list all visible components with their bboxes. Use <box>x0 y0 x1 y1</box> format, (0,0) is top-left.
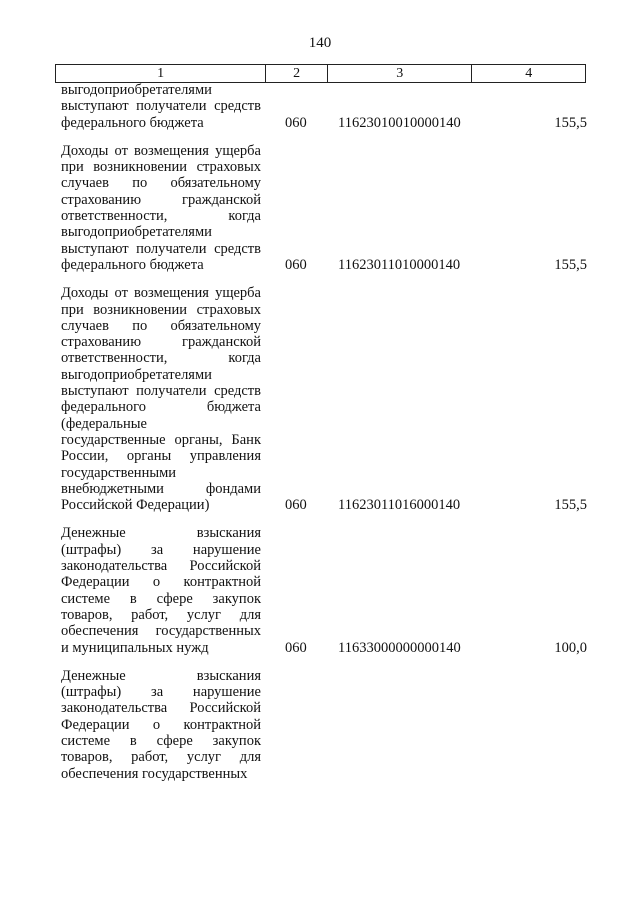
description-line: законодательства Российской <box>61 700 261 717</box>
description-line: товаров, работ, услуг для <box>61 606 261 623</box>
row-amount: 155,5 <box>554 256 587 273</box>
table-body <box>0 82 640 782</box>
header-col-1: 1 <box>56 65 266 82</box>
row-amount: 155,5 <box>554 114 587 131</box>
table-row <box>0 82 640 131</box>
description-line: обеспечения государственных <box>61 623 261 640</box>
row-description <box>61 82 261 131</box>
description-line: Российской Федерации) <box>61 497 210 514</box>
row-admin-code: 060 <box>285 114 307 131</box>
description-line: Федерации о контрактной <box>61 716 261 733</box>
description-line: Денежные взыскания <box>61 667 261 684</box>
description-line: федерального бюджета <box>61 399 261 416</box>
row-budget-code: 11623011016000140 <box>338 497 461 514</box>
description-line: выгодоприобретателями <box>61 366 212 383</box>
description-line: выступают получатели средств <box>61 240 261 257</box>
description-line: и муниципальных нужд <box>61 639 209 656</box>
row-description <box>61 285 261 513</box>
description-line: системе в сфере закупок <box>61 590 261 607</box>
description-line: федерального бюджета <box>61 114 204 131</box>
row-admin-code: 060 <box>285 497 307 514</box>
description-line: государственные органы, Банк <box>61 431 261 448</box>
description-line: Федерации о контрактной <box>61 574 261 591</box>
header-col-4: 4 <box>525 66 533 81</box>
description-line: выгодоприобретателями <box>61 82 212 98</box>
description-line: ответственности, когда <box>61 208 261 225</box>
description-line: государственными <box>61 464 177 481</box>
description-line: России, органы управления <box>61 448 261 465</box>
row-budget-code: 11633000000000140 <box>338 639 461 656</box>
description-line: (штрафы) за нарушение <box>61 541 261 558</box>
description-line: внебюджетными фондами <box>61 480 261 497</box>
description-line: Доходы от возмещения ущерба <box>61 142 261 159</box>
description-line: случаев по обязательному <box>61 175 261 192</box>
description-line: товаров, работ, услуг для <box>61 749 261 766</box>
description-line: выступают получатели средств <box>61 383 261 400</box>
page-number: 140 <box>308 35 332 51</box>
description-line: при возникновении страховых <box>61 301 261 318</box>
row-admin-code: 060 <box>285 256 307 273</box>
table-row <box>0 143 640 273</box>
description-line: федерального бюджета <box>61 256 204 273</box>
row-description <box>61 143 261 273</box>
description-line: выгодоприобретателями <box>61 224 212 241</box>
description-line: (федеральные <box>61 415 147 432</box>
row-budget-code: 11623010010000140 <box>338 114 461 131</box>
description-line: Доходы от возмещения ущерба <box>61 285 261 302</box>
row-description <box>61 525 261 655</box>
description-line: законодательства Российской <box>61 558 261 575</box>
description-line: Денежные взыскания <box>61 525 261 542</box>
description-line: страхованию гражданской <box>61 191 261 208</box>
table-row <box>0 668 640 782</box>
header-col-3: 3 <box>328 65 472 82</box>
description-line: обеспечения государственных <box>61 765 248 782</box>
table-row <box>0 525 640 655</box>
row-amount: 100,0 <box>554 639 587 656</box>
description-line: при возникновении страховых <box>61 159 261 176</box>
row-admin-code: 060 <box>285 639 307 656</box>
description-line: (штрафы) за нарушение <box>61 684 261 701</box>
description-line: ответственности, когда <box>61 350 261 367</box>
description-line: системе в сфере закупок <box>61 732 261 749</box>
header-col-2: 2 <box>266 65 328 82</box>
row-amount: 155,5 <box>554 497 587 514</box>
description-line: страхованию гражданской <box>61 334 261 351</box>
description-line: выступают получатели средств <box>61 98 261 115</box>
description-line: случаев по обязательному <box>61 317 261 334</box>
table-row <box>0 285 640 513</box>
table-header <box>55 64 586 83</box>
row-budget-code: 11623011010000140 <box>338 256 461 273</box>
row-description <box>61 668 261 782</box>
